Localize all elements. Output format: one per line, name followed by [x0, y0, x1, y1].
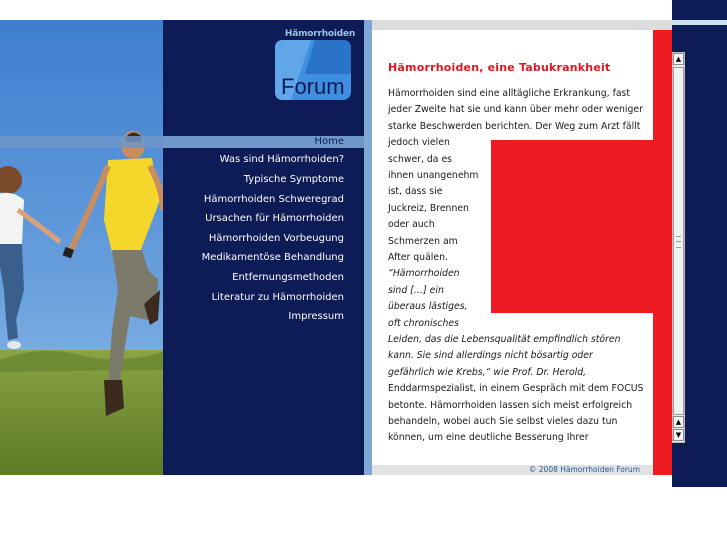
article-line: Leiden, das die Lebensqualität empfindlich stören	[388, 334, 621, 345]
article-line: gefährlich wie Krebs,“ wie Prof. Dr. Herold,	[388, 366, 587, 378]
nav-item[interactable]: Was sind Hämorrhoiden?	[219, 154, 344, 165]
article-line: Juckreiz, Brennen	[388, 202, 469, 214]
nav-item[interactable]: Hämorrhoiden Schweregrad	[203, 194, 344, 205]
article-line: kann. Sie sind allerdings nicht bösartig oder	[388, 350, 593, 362]
article-line: starke Beschwerden berichten. Der Weg zum Arzt fällt	[388, 120, 641, 132]
nav-item[interactable]: Medikamentöse Behandlung	[201, 252, 344, 263]
article-line: sind […] ein	[388, 284, 444, 296]
article-line: ist, dass sie	[388, 186, 443, 198]
logo-wordmark: Forum	[281, 74, 345, 99]
nav-item[interactable]: Literatur zu Hämorrhoiden	[211, 292, 344, 303]
article-line: oder auch	[388, 219, 435, 231]
hero-photo	[0, 20, 163, 475]
copyright-text: © 2008 Hämorrhoiden Forum	[528, 465, 640, 474]
logo-graphic	[275, 40, 351, 100]
arrow-up-icon[interactable]: ▲	[673, 416, 684, 428]
nav-item[interactable]: Entfernungsmethoden	[232, 272, 344, 283]
red-accent-block	[491, 140, 653, 313]
navigation-column	[163, 20, 364, 475]
logo-title: Hämorrhoiden	[284, 29, 356, 39]
grip-icon	[676, 236, 681, 248]
article-line: schwer, da es	[388, 153, 453, 165]
article-line: “Hämorrhoiden	[388, 268, 460, 280]
article-line: können, um eine deutliche Besserung Ihrer	[388, 432, 589, 444]
article-line: überaus lästiges,	[388, 301, 468, 313]
photo-divider-band	[0, 136, 163, 148]
article-line: Hämorrhoiden sind eine alltägliche Erkrankung, fast	[388, 88, 631, 99]
nav-item[interactable]: Ursachen für Hämorrhoiden	[205, 213, 344, 224]
scroll-thumb[interactable]	[673, 67, 684, 415]
right-strip-highlight	[672, 20, 727, 25]
article-line: jedoch vielen	[388, 137, 450, 149]
article-line: betonte. Hämorrhoiden lassen sich meist erfolgreich	[388, 399, 633, 411]
article-line: After quälen.	[388, 252, 448, 263]
article-line: jeder Zweite hat sie und kann über mehr oder weniger	[388, 104, 643, 116]
arrow-up-icon[interactable]: ▲	[673, 53, 684, 65]
article-heading: Hämorrhoiden, eine Tabukrankheit	[388, 61, 611, 74]
nav-item[interactable]: Typische Symptome	[243, 174, 344, 185]
article-line: ihnen unangenehm	[388, 170, 479, 181]
nav-item[interactable]: Impressum	[288, 311, 344, 322]
site-logo[interactable]	[275, 40, 351, 100]
nav-item[interactable]: Home	[314, 136, 344, 147]
content-top-bar	[372, 20, 672, 30]
article-line: Enddarmspezialist, in einem Gespräch mit dem FOCUS	[388, 383, 644, 395]
hero-photo-image	[0, 20, 163, 475]
nav-item[interactable]: Hämorrhoiden Vorbeugung	[208, 233, 344, 244]
article-line: behandeln, wobei auch Sie selbst vieles dazu tun	[388, 416, 618, 427]
red-accent-right	[653, 30, 672, 475]
content-scrollbar[interactable]	[672, 52, 685, 443]
article-line: oft chronisches	[388, 317, 459, 329]
article-line: Schmerzen am	[388, 235, 458, 247]
column-separator	[364, 20, 372, 475]
arrow-down-icon[interactable]: ▼	[673, 429, 684, 441]
